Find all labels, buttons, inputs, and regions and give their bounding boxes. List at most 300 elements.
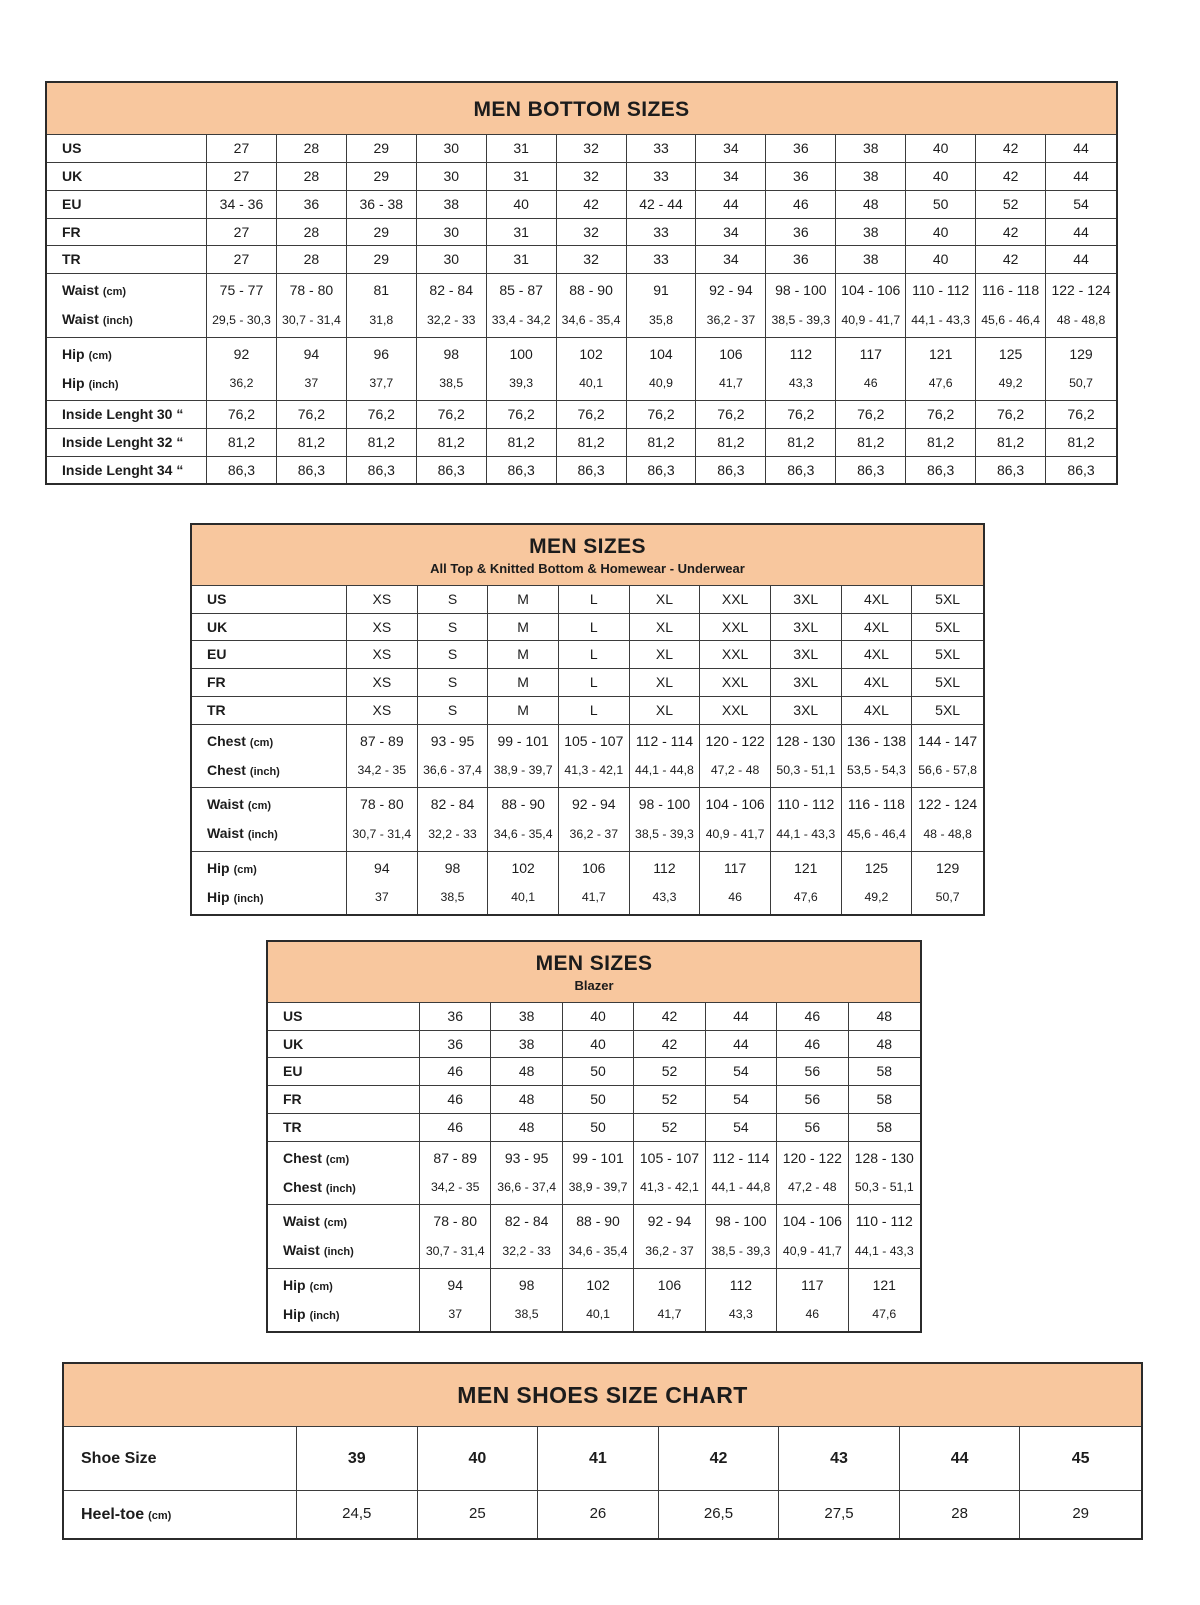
table-cell: 81,2 [1046, 428, 1116, 456]
row-label [47, 400, 207, 428]
table-cell: 93 - 95 [418, 724, 489, 756]
table-cell: 44 [706, 1030, 777, 1058]
table-cell: 29 [347, 245, 417, 273]
row-label-unit: (cm) [88, 349, 112, 362]
row-label [47, 456, 207, 484]
table-cell: 34 [696, 134, 766, 162]
table-cell: 128 - 130 [771, 724, 842, 756]
table-cell: 34,6 - 35,4 [488, 819, 559, 850]
table-cell: 42 - 44 [627, 190, 697, 218]
men-shoes-size-chart-table [62, 1362, 1143, 1540]
table-cell: 38 [836, 218, 906, 246]
row-label [47, 305, 207, 336]
row-label-text: FR [207, 674, 226, 691]
table-cell: 45 [1020, 1426, 1141, 1490]
table-cell: 4XL [842, 640, 913, 668]
table-cell: 96 [347, 337, 417, 369]
table-cell: 98 [491, 1268, 562, 1300]
table-cell: 30,7 - 31,4 [277, 305, 347, 336]
table-cell: 104 - 106 [836, 273, 906, 305]
table-cell: 36,6 - 37,4 [491, 1173, 562, 1204]
table-cell: 81,2 [557, 428, 627, 456]
table-cell: 112 - 114 [630, 724, 701, 756]
table-cell: 30 [417, 245, 487, 273]
table-cell: 50 [563, 1057, 634, 1085]
table-cell: 52 [634, 1113, 705, 1141]
table-cell: S [418, 613, 489, 641]
table-cell: 76,2 [906, 400, 976, 428]
table-cell: 44 [1046, 245, 1116, 273]
table-cell: 86,3 [906, 456, 976, 484]
table-cell: 76,2 [766, 400, 836, 428]
row-label-unit: (cm) [148, 1509, 172, 1522]
table-cell: 33,4 - 34,2 [487, 305, 557, 336]
table-cell: 104 - 106 [777, 1204, 848, 1236]
table-cell: 91 [627, 273, 697, 305]
table-cell: XS [347, 585, 418, 613]
table-cell: 36 - 38 [347, 190, 417, 218]
table-cell: 56 [777, 1113, 848, 1141]
table-cell: 81,2 [487, 428, 557, 456]
table-cell: M [488, 613, 559, 641]
table-cell: 87 - 89 [347, 724, 418, 756]
table-cell: 38 [491, 1002, 562, 1030]
table-cell: 30,7 - 31,4 [347, 819, 418, 850]
table-cell: XL [630, 613, 701, 641]
table-cell: S [418, 668, 489, 696]
table-cell: XXL [700, 696, 771, 724]
table-cell: S [418, 585, 489, 613]
table-cell: 46 [766, 190, 836, 218]
table-cell: 4XL [842, 613, 913, 641]
row-label [64, 1426, 297, 1490]
table-cell: 33 [627, 245, 697, 273]
row-label-unit: (inch) [309, 1309, 340, 1322]
table-cell: 88 - 90 [488, 787, 559, 819]
table-cell: 50 [563, 1113, 634, 1141]
row-label-text: FR [62, 223, 81, 240]
table-cell: 94 [420, 1268, 491, 1300]
table-cell: 86,3 [696, 456, 766, 484]
table-cell: 81,2 [766, 428, 836, 456]
table-cell: 81,2 [836, 428, 906, 456]
table-cell: 106 [559, 851, 630, 883]
row-label-text: Hip [62, 374, 85, 391]
table-cell: 3XL [771, 613, 842, 641]
table-cell: 81,2 [277, 428, 347, 456]
table-cell: 37 [277, 369, 347, 400]
table-cell: 42 [634, 1030, 705, 1058]
table-cell: 38 [491, 1030, 562, 1058]
table-cell: 30 [417, 134, 487, 162]
table-cell: 34 [696, 218, 766, 246]
table-header [192, 525, 983, 585]
table-cell: S [418, 640, 489, 668]
table-cell: 76,2 [1046, 400, 1116, 428]
table-cell: 46 [420, 1057, 491, 1085]
table-cell: 34,2 - 35 [347, 756, 418, 787]
table-cell: 50 [563, 1085, 634, 1113]
table-cell: 44 [696, 190, 766, 218]
table-cell: 45,6 - 46,4 [842, 819, 913, 850]
table-cell: 81,2 [347, 428, 417, 456]
table-cell: 117 [777, 1268, 848, 1300]
table-cell: 112 [766, 337, 836, 369]
table-cell: 38,5 - 39,3 [766, 305, 836, 336]
table-cell: 85 - 87 [487, 273, 557, 305]
table-cell: 92 - 94 [634, 1204, 705, 1236]
table-cell: 34 [696, 245, 766, 273]
table-cell: 48 [836, 190, 906, 218]
table-cell: 112 - 114 [706, 1141, 777, 1173]
table-cell: 47,2 - 48 [777, 1173, 848, 1204]
table-cell: 56 [777, 1085, 848, 1113]
table-cell: 40 [906, 218, 976, 246]
table-cell: 88 - 90 [557, 273, 627, 305]
table-cell: 117 [836, 337, 906, 369]
table-cell: 45,6 - 46,4 [976, 305, 1046, 336]
table-cell: 27 [207, 218, 277, 246]
row-label [192, 640, 347, 668]
table-cell: 27 [207, 245, 277, 273]
table-cell: 116 - 118 [842, 787, 913, 819]
table-cell: 36,2 - 37 [559, 819, 630, 850]
table-cell: 28 [277, 218, 347, 246]
table-cell: 40 [906, 162, 976, 190]
table-cell: 81 [347, 273, 417, 305]
table-cell: 46 [836, 369, 906, 400]
table-cell: 46 [777, 1030, 848, 1058]
table-cell: 40 [487, 190, 557, 218]
table-cell: 86,3 [836, 456, 906, 484]
table-header [64, 1364, 1141, 1426]
row-label-unit: (inch) [102, 315, 133, 328]
table-cell: 44,1 - 44,8 [706, 1173, 777, 1204]
table-cell: 54 [1046, 190, 1116, 218]
table-title: MEN SHOES SIZE CHART [457, 1382, 748, 1408]
table-cell: 40 [418, 1426, 539, 1490]
table-cell: 53,5 - 54,3 [842, 756, 913, 787]
table-cell: 81,2 [906, 428, 976, 456]
table-cell: 58 [849, 1057, 920, 1085]
table-cell: 52 [634, 1085, 705, 1113]
table-cell: 40 [906, 134, 976, 162]
table-cell: 36 [766, 134, 836, 162]
row-label-text: Chest [283, 1149, 322, 1166]
table-cell: 27,5 [779, 1490, 900, 1538]
table-cell: 4XL [842, 696, 913, 724]
table-cell: 47,6 [771, 883, 842, 914]
row-label-text: Hip [62, 345, 85, 362]
table-cell: 82 - 84 [417, 273, 487, 305]
table-cell: 125 [842, 851, 913, 883]
row-label-text: UK [62, 167, 83, 184]
row-label-unit: (cm) [247, 800, 272, 813]
table-cell: 98 - 100 [706, 1204, 777, 1236]
table-cell: L [559, 640, 630, 668]
table-cell: 42 [976, 134, 1046, 162]
row-label-unit: (inch) [233, 892, 264, 905]
row-label-text: Waist [62, 311, 99, 328]
table-cell: 35,8 [627, 305, 697, 336]
men-sizes-blazer-table [266, 940, 922, 1333]
table-cell: 41,3 - 42,1 [634, 1173, 705, 1204]
row-label [192, 819, 347, 850]
table-cell: 104 - 106 [700, 787, 771, 819]
table-cell: 42 [659, 1426, 780, 1490]
table-cell: 40,9 - 41,7 [777, 1236, 848, 1267]
row-label [192, 585, 347, 613]
row-label [268, 1002, 420, 1030]
table-cell: 49,2 [842, 883, 913, 914]
row-label-text: TR [62, 251, 81, 268]
table-cell: 38,5 [417, 369, 487, 400]
table-cell: 40,1 [563, 1300, 634, 1331]
table-cell: 44 [706, 1002, 777, 1030]
table-cell: 4XL [842, 668, 913, 696]
row-label [268, 1057, 420, 1085]
table-cell: XS [347, 640, 418, 668]
table-cell: 36 [277, 190, 347, 218]
table-cell: 81,2 [627, 428, 697, 456]
row-label [64, 1490, 297, 1538]
table-cell: 39 [297, 1426, 418, 1490]
row-label-text: EU [207, 646, 227, 663]
table-cell: 48 [491, 1113, 562, 1141]
table-cell: 5XL [912, 696, 983, 724]
row-label [192, 724, 347, 756]
table-cell: 86,3 [627, 456, 697, 484]
row-label-text: Waist [283, 1242, 320, 1259]
table-cell: 30 [417, 162, 487, 190]
table-cell: 48 [849, 1002, 920, 1030]
row-label-text: Waist [62, 282, 99, 299]
table-cell: 112 [706, 1268, 777, 1300]
row-label-text: EU [283, 1063, 303, 1080]
men-sizes-tops-table [190, 523, 985, 916]
table-cell: 3XL [771, 585, 842, 613]
table-cell: 5XL [912, 668, 983, 696]
row-label [192, 851, 347, 883]
table-cell: 122 - 124 [912, 787, 983, 819]
row-label-text: Hip [283, 1276, 306, 1293]
table-cell: 36 [766, 218, 836, 246]
table-cell: 47,2 - 48 [700, 756, 771, 787]
table-cell: 117 [700, 851, 771, 883]
table-cell: 52 [976, 190, 1046, 218]
table-cell: 86,3 [766, 456, 836, 484]
table-cell: 40,9 - 41,7 [836, 305, 906, 336]
table-cell: 56 [777, 1057, 848, 1085]
table-cell: 81,2 [696, 428, 766, 456]
table-cell: 106 [634, 1268, 705, 1300]
table-cell: XS [347, 613, 418, 641]
row-label-text: Waist [207, 825, 244, 842]
table-cell: 52 [634, 1057, 705, 1085]
table-cell: 112 [630, 851, 701, 883]
row-label [192, 668, 347, 696]
table-cell: 122 - 124 [1046, 273, 1116, 305]
table-cell: 33 [627, 218, 697, 246]
row-label-text: Waist [207, 796, 244, 813]
table-cell: 41,3 - 42,1 [559, 756, 630, 787]
table-cell: 76,2 [836, 400, 906, 428]
table-cell: 88 - 90 [563, 1204, 634, 1236]
table-cell: 42 [634, 1002, 705, 1030]
row-label-text: TR [207, 701, 226, 718]
table-cell: 36 [766, 162, 836, 190]
table-cell: 48 - 48,8 [923, 826, 972, 841]
table-cell: 36,6 - 37,4 [418, 756, 489, 787]
table-cell: 48 [849, 1030, 920, 1058]
row-label-unit: (cm) [325, 1153, 350, 1166]
table-cell: 32 [557, 134, 627, 162]
table-cell: 98 - 100 [630, 787, 701, 819]
table-cell: 36,2 - 37 [696, 305, 766, 336]
table-cell: 105 - 107 [634, 1141, 705, 1173]
table-cell: 81,2 [417, 428, 487, 456]
row-label [192, 696, 347, 724]
table-cell: XL [630, 640, 701, 668]
row-label-text: EU [62, 195, 82, 212]
row-label-text: Inside Lenght 34 “ [62, 461, 184, 478]
table-cell: 46 [777, 1300, 848, 1331]
table-cell: 30,7 - 31,4 [420, 1236, 491, 1267]
table-header [47, 83, 1116, 134]
row-label-text: UK [207, 618, 228, 635]
table-cell: L [559, 696, 630, 724]
table-cell: 31 [487, 134, 557, 162]
table-cell: 94 [277, 337, 347, 369]
table-cell: 28 [277, 245, 347, 273]
table-cell: 37,7 [347, 369, 417, 400]
row-label-text: FR [283, 1091, 302, 1108]
table-cell: 48 - 48,8 [1056, 312, 1106, 327]
table-cell: 31 [487, 162, 557, 190]
table-cell: 46 [420, 1085, 491, 1113]
table-cell: 31 [487, 218, 557, 246]
table-title: MEN SIZES [535, 952, 653, 975]
table-cell: 50,7 [935, 889, 960, 904]
table-cell: 31,8 [347, 305, 417, 336]
table-cell: 38,5 - 39,3 [630, 819, 701, 850]
table-cell: 28 [277, 162, 347, 190]
table-cell: 38,5 [491, 1300, 562, 1331]
table-cell: S [418, 696, 489, 724]
table-title: MEN BOTTOM SIZES [473, 98, 690, 121]
table-cell: 40,9 - 41,7 [700, 819, 771, 850]
table-cell: 46 [420, 1113, 491, 1141]
table-cell: 32 [557, 218, 627, 246]
table-cell: 25 [418, 1490, 539, 1538]
row-label-unit: (cm) [309, 1280, 333, 1293]
table-cell: 44,1 - 43,3 [906, 305, 976, 336]
table-cell: 50,7 [1069, 375, 1093, 390]
row-label [192, 787, 347, 819]
table-cell: 110 - 112 [906, 273, 976, 305]
table-cell: 94 [347, 851, 418, 883]
table-cell: 102 [488, 851, 559, 883]
table-cell: 86,3 [557, 456, 627, 484]
table-cell: 86,3 [487, 456, 557, 484]
table-cell: 29 [1020, 1490, 1141, 1538]
table-cell: XXL [700, 613, 771, 641]
table-cell: XS [347, 696, 418, 724]
table-cell: 120 - 122 [700, 724, 771, 756]
table-cell: 42 [976, 245, 1046, 273]
table-cell: 34,6 - 35,4 [557, 305, 627, 336]
table-cell: 44 [1046, 218, 1116, 246]
table-cell: 48 [491, 1085, 562, 1113]
table-cell: 82 - 84 [418, 787, 489, 819]
table-cell: 37 [347, 883, 418, 914]
table-cell: 42 [976, 218, 1046, 246]
row-label [268, 1030, 420, 1058]
table-cell: 49,2 [976, 369, 1046, 400]
row-label [47, 134, 207, 162]
table-cell: 110 - 112 [849, 1204, 920, 1236]
row-label [268, 1173, 420, 1204]
table-cell: 28 [900, 1490, 1021, 1538]
table-cell: 33 [627, 134, 697, 162]
row-label [268, 1085, 420, 1113]
table-cell: 29 [347, 134, 417, 162]
row-label [268, 1300, 420, 1331]
table-cell: 43,3 [706, 1300, 777, 1331]
row-label-text: Inside Lenght 32 “ [62, 433, 184, 450]
row-label-text: US [207, 590, 227, 607]
table-cell: 92 [207, 337, 277, 369]
table-cell: L [559, 668, 630, 696]
table-cell: 54 [706, 1085, 777, 1113]
row-label-text: Hip [207, 859, 230, 876]
table-cell: 50,3 - 51,1 [771, 756, 842, 787]
row-label-text: UK [283, 1035, 304, 1052]
row-label [47, 369, 207, 400]
table-cell: 28 [277, 134, 347, 162]
table-cell: 4XL [842, 585, 913, 613]
table-cell: 104 [627, 337, 697, 369]
table-cell: 120 - 122 [777, 1141, 848, 1173]
table-cell: 58 [849, 1085, 920, 1113]
table-cell: 43 [779, 1426, 900, 1490]
table-cell: 121 [849, 1268, 920, 1300]
table-cell: 40 [563, 1002, 634, 1030]
table-cell: 86,3 [976, 456, 1046, 484]
row-label [192, 756, 347, 787]
table-cell: 41,7 [559, 883, 630, 914]
table-cell: 86,3 [347, 456, 417, 484]
row-label-text: Hip [283, 1305, 306, 1322]
row-label [192, 883, 347, 914]
table-cell: 46 [700, 883, 771, 914]
table-cell: 32 [557, 245, 627, 273]
table-cell: 47,6 [906, 369, 976, 400]
table-cell: 29,5 - 30,3 [207, 305, 277, 336]
row-label-unit: (inch) [325, 1182, 356, 1195]
table-cell: 76,2 [347, 400, 417, 428]
table-cell: 5XL [912, 585, 983, 613]
table-cell: 31 [487, 245, 557, 273]
table-cell: 34 [696, 162, 766, 190]
table-cell: 81,2 [207, 428, 277, 456]
table-cell: 58 [849, 1113, 920, 1141]
table-cell: 76,2 [696, 400, 766, 428]
table-cell: L [559, 585, 630, 613]
table-cell: 32 [557, 162, 627, 190]
table-cell: 38 [836, 245, 906, 273]
row-label-text: Shoe Size [81, 1449, 157, 1467]
